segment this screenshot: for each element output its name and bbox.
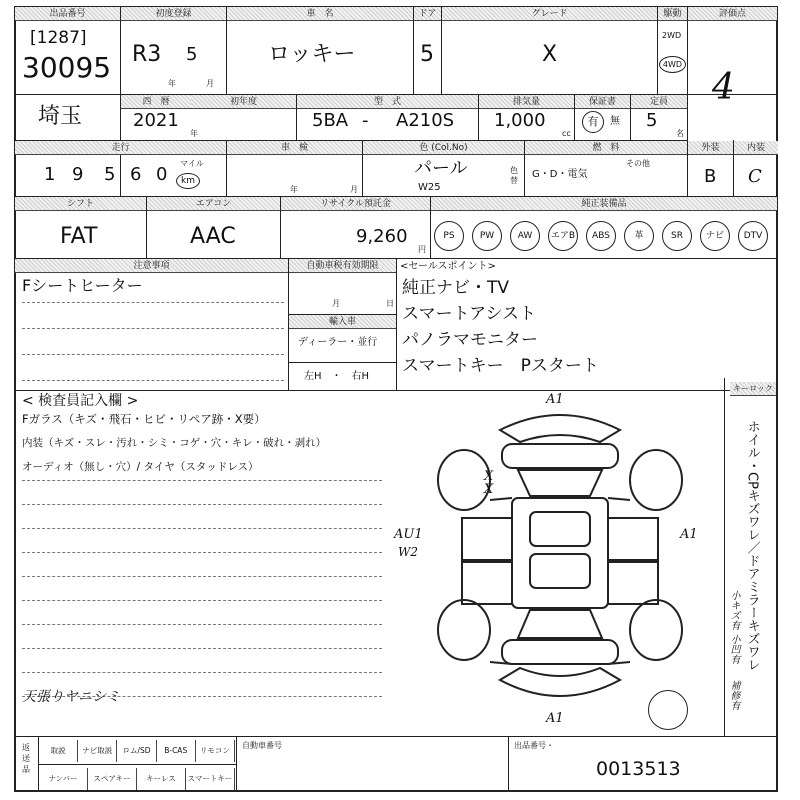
inspector-handwritten-note: 天張りヤニシミ: [22, 689, 120, 705]
shift-label: シフト: [15, 197, 146, 211]
inspector-line: [22, 624, 382, 625]
damage-rear: A1: [546, 711, 564, 726]
damage-left-2: W2: [398, 545, 418, 559]
person-unit: 名: [676, 129, 684, 138]
drive-2wd: 2WD: [662, 31, 682, 40]
dealer-number: 0013513: [596, 758, 681, 780]
ac-label: エアコン: [147, 197, 280, 211]
displacement-label: 排気量: [479, 95, 574, 109]
damage-right: A1: [680, 527, 698, 542]
mileage-label: 走行: [15, 141, 226, 155]
expiry-day: 日: [386, 299, 394, 308]
inspector-glass: Fガラス（キズ・飛石・ヒビ・リペア跡・X要）: [22, 412, 266, 426]
equipment-item: ABS: [586, 221, 616, 251]
year-unit: 年: [168, 79, 176, 88]
side-note-1: 小キズ有: [728, 590, 739, 630]
color-number: W25: [418, 182, 441, 193]
import-label: 輸入車: [289, 315, 396, 329]
inspection-month: 月: [350, 185, 358, 194]
side-vertical-text: ホイル・CPキズワレ／ドアミラーキズワレ: [744, 420, 760, 671]
return-item: ロム/SD: [117, 740, 156, 762]
year-unit-2: 年: [190, 129, 198, 138]
return-items-bottom: [39, 768, 235, 790]
equipment-item: 革: [624, 221, 654, 251]
mileage-digit-3: 5: [104, 164, 116, 185]
mile-label: マイル: [180, 159, 204, 168]
model-code: A210S: [396, 110, 455, 131]
mileage-digit-1: 1: [44, 164, 56, 185]
lot-label: 出品番号: [15, 7, 120, 21]
car-damage-diagram: [430, 400, 690, 730]
model-prefix: 5BA: [312, 110, 349, 131]
caution-label: 注意事項: [15, 259, 288, 273]
sales-points-label: <セールスポイント>: [400, 261, 496, 272]
model-label: 型 式: [297, 95, 478, 109]
return-item: スペアキー: [88, 768, 137, 790]
inspector-line: [22, 672, 382, 673]
dealer-number-label: 出品番号・: [514, 741, 554, 750]
damage-left: AU1: [394, 527, 423, 542]
exterior-grade: B: [704, 166, 717, 187]
inspector-line: [22, 600, 382, 601]
sales-point-4: スマートキー Pスタート: [402, 356, 599, 376]
inspector-line: [22, 576, 382, 577]
western-label: 西 暦: [121, 95, 191, 109]
return-item: ナビ取説: [78, 740, 117, 762]
drive-label: 駆動: [658, 7, 687, 21]
inspector-line: [22, 648, 382, 649]
score: 4: [712, 67, 735, 108]
lot-number: 30095: [22, 51, 112, 84]
fuel-options: G・D・電気: [532, 169, 588, 180]
warranty-no: 無: [610, 116, 620, 127]
mileage-unit: km: [176, 173, 200, 189]
return-item: ナンバー: [39, 768, 88, 790]
car-name: ロッキー: [268, 42, 356, 67]
capacity-label: 定員: [631, 95, 687, 109]
recycle-label: リサイクル預託金: [281, 197, 430, 211]
lot-sub-number: [1287]: [30, 28, 87, 48]
air-conditioner: AAC: [190, 224, 236, 249]
drive-4wd: 4WD: [659, 56, 686, 73]
mileage-digit-5: 0: [156, 164, 168, 185]
equipment-item: DTV: [738, 221, 768, 251]
region: 埼玉: [38, 104, 83, 129]
owner-number-label: 自動車番号: [242, 741, 282, 750]
inspection-year: 年: [290, 185, 298, 194]
mileage-digit-2: 9: [72, 164, 84, 185]
inspection-label: 車 検: [227, 141, 362, 155]
western-year: 2021: [133, 110, 179, 131]
warranty-yes: 有: [582, 111, 604, 133]
door-label: ドア: [414, 7, 441, 21]
equipment-label: 純正装備品: [431, 197, 777, 211]
inspector-line: [22, 504, 382, 505]
sales-point-3: パノラマモニター: [402, 330, 538, 350]
month-unit: 月: [206, 79, 214, 88]
damage-marks: X X: [484, 469, 494, 497]
warranty-label: 保証書: [575, 95, 630, 109]
displacement: 1,000: [494, 110, 546, 131]
exterior-label: 外装: [688, 141, 733, 155]
equipment-item: エアB: [548, 221, 578, 251]
side-note-2: 小凹有: [728, 634, 739, 664]
yen-unit: 円: [418, 245, 426, 254]
inspector-audio-tires: オーディオ（無し・穴）/ タイヤ（スタッドレス）: [22, 461, 259, 473]
score-label: 評価点: [688, 7, 777, 21]
registration-era: R3: [132, 42, 162, 67]
model-dash: -: [362, 110, 369, 131]
return-items-top: [39, 740, 235, 762]
grade-label: グレード: [442, 7, 657, 21]
steering-side: 左H ・ 右H: [304, 371, 370, 382]
fuel-other: その他: [626, 159, 650, 168]
inspector-line: [22, 552, 382, 553]
return-item: B-CAS: [157, 740, 196, 762]
shift: FAT: [60, 224, 98, 249]
car-name-label: 車 名: [227, 7, 413, 21]
color-change-label: 色替: [510, 166, 518, 186]
return-item: キーレス: [137, 768, 186, 790]
registration-label: 初度登録: [121, 7, 226, 21]
equipment-item: ナビ: [700, 221, 730, 251]
capacity: 5: [646, 110, 658, 131]
equipment-item: SR: [662, 221, 692, 251]
equipment-item: PW: [472, 221, 502, 251]
sales-point-2: スマートアシスト: [402, 304, 536, 324]
interior-grade: C: [748, 166, 762, 187]
inspector-line: [22, 528, 382, 529]
return-items-label: 返送品: [22, 743, 30, 775]
expiry-month: 月: [332, 299, 340, 308]
doors: 5: [420, 42, 434, 67]
recycle-fee: 9,260: [356, 226, 408, 247]
caution-text: Fシートヒーター: [22, 276, 143, 295]
side-note-3: 補修有: [728, 680, 739, 710]
equipment-item: PS: [434, 221, 464, 251]
equipment-list: [434, 218, 776, 254]
damage-front: A1: [546, 392, 564, 407]
grade: X: [542, 42, 558, 67]
spare-circle: [648, 690, 688, 730]
inspector-title: < 検査員記入欄 >: [22, 393, 139, 409]
return-item: 取説: [39, 740, 78, 762]
first-reg-label: 初年度: [191, 95, 296, 109]
sales-point-1: 純正ナビ・TV: [402, 278, 510, 298]
return-item: リモコン: [196, 740, 235, 762]
inspector-line: [22, 480, 382, 481]
inspector-interior: 内装（キズ・スレ・汚れ・シミ・コゲ・穴・キレ・破れ・剥れ）: [22, 437, 327, 449]
cc-unit: cc: [562, 129, 571, 138]
color: パール: [414, 158, 468, 179]
equipment-item: AW: [510, 221, 540, 251]
registration-month: 5: [186, 44, 198, 65]
mileage-digit-4: 6: [130, 164, 142, 185]
return-item: スマートキー: [186, 768, 235, 790]
color-label: 色 (Col.No): [363, 141, 524, 155]
interior-label: 内装: [734, 141, 778, 155]
key-lock-label: キーロック: [730, 382, 776, 396]
dealer-parallel: ディーラー・並行: [298, 337, 378, 348]
tax-expiry-label: 自動車税有効期限: [289, 259, 396, 273]
fuel-label: 燃 料: [525, 141, 687, 155]
